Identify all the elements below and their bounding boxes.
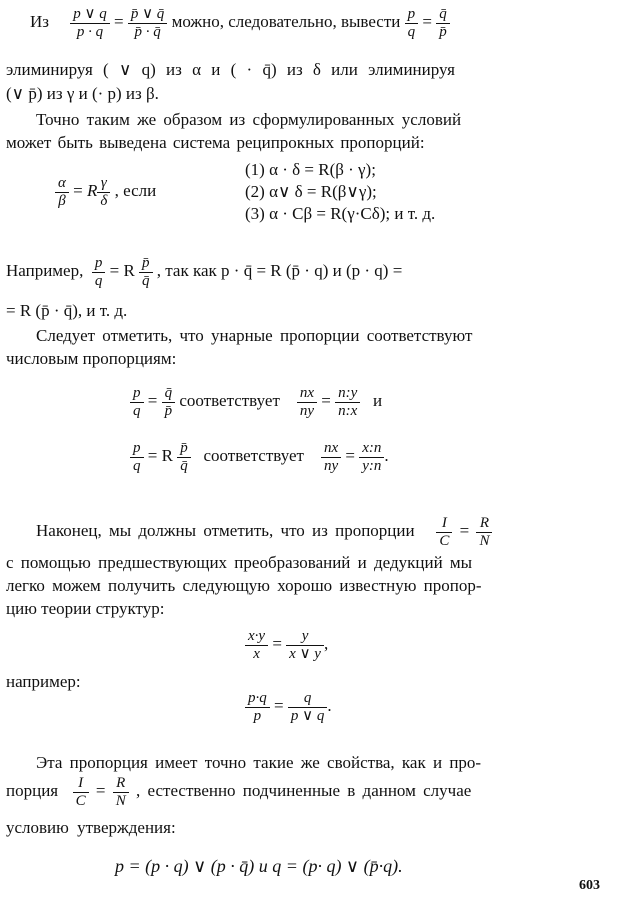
text-corresponds: соответствует	[203, 445, 304, 465]
numerator: y	[286, 628, 324, 646]
text-eq-r: = R	[147, 445, 173, 465]
para1-line1: Точно таким же образом из сформулированных условий	[36, 110, 462, 129]
fraction	[162, 385, 176, 419]
text-naprimer: Например,	[6, 260, 84, 280]
numerator: p	[130, 440, 144, 458]
fraction	[113, 775, 129, 809]
numerator: n:y	[335, 385, 360, 403]
struct-formula-2	[245, 690, 332, 724]
fraction	[70, 6, 109, 40]
equals: =	[113, 11, 124, 31]
numerator: nx	[297, 385, 317, 403]
denominator: ny	[323, 457, 339, 474]
fraction	[245, 628, 268, 662]
fraction	[97, 175, 110, 209]
numerator: p·q	[245, 690, 270, 708]
numerator: q	[288, 690, 327, 708]
fraction	[321, 440, 341, 474]
comma: ,	[323, 633, 329, 653]
numerator: p	[130, 385, 144, 403]
numerator: q̄	[162, 385, 176, 403]
fraction	[286, 628, 324, 662]
denominator: q	[407, 23, 416, 40]
denominator: β	[58, 192, 66, 209]
numerator: I	[436, 515, 452, 533]
denominator: C	[75, 792, 86, 809]
denominator: y:n	[362, 457, 382, 474]
equals: =	[95, 780, 106, 800]
fraction	[476, 515, 492, 549]
para3-line2: с помощью предшествующих преобразований и дедукций мы	[6, 553, 473, 572]
fraction	[297, 385, 317, 419]
numerator: R	[476, 515, 492, 533]
fraction	[335, 385, 360, 419]
example-line2: = R (p̄ · q̄), и т. д.	[6, 301, 128, 320]
period: .	[384, 445, 389, 465]
para3-line4: цию теории структур:	[6, 599, 165, 618]
numerator: p	[92, 255, 106, 273]
text-corresponds: соответствует	[179, 390, 280, 410]
condition-3: (3) α · Cβ = R(γ·Cδ); и т. д.	[245, 204, 436, 223]
denominator: p̄	[164, 402, 173, 419]
equals: =	[274, 695, 284, 715]
numerator: γ	[97, 175, 110, 193]
numerator: R	[113, 775, 129, 793]
text: , естественно подчиненные в данном случае	[136, 780, 472, 800]
denominator: p · q	[76, 23, 104, 40]
fraction	[130, 440, 144, 474]
equals: =	[459, 520, 470, 540]
text-mid: можно, следовательно, вывести	[171, 11, 401, 31]
numerator: p	[405, 6, 419, 24]
denominator: p ∨ q	[290, 707, 325, 724]
equals: =	[345, 445, 355, 465]
fraction	[92, 255, 106, 289]
para3-line3: легко можем получить следующую хорошо известную пропор-	[6, 576, 482, 595]
denominator: p̄ · q̄	[134, 23, 161, 40]
fraction	[288, 690, 327, 724]
numerator: q̄	[436, 6, 450, 24]
line-2: элиминируя ( ∨ q) из α и ( · q̄) из δ или элиминируя	[6, 60, 455, 79]
text-and: и	[373, 390, 383, 410]
para4-line3: условию утверждения:	[6, 818, 176, 837]
para1-line2: может быть выведена система реципрокных пропорций:	[6, 133, 425, 152]
system-lhs: $\frac{\alpha}{\beta}$ = R $\frac{\gamma}{\delta}$ , если	[55, 175, 156, 209]
numerator: I	[73, 775, 89, 793]
numerator: nx	[321, 440, 341, 458]
page-number: 603	[579, 878, 600, 893]
struct-formula-1	[245, 628, 328, 662]
fraction	[405, 6, 419, 40]
line-1	[30, 6, 450, 40]
denominator: q	[94, 272, 103, 289]
denominator: x	[253, 645, 260, 662]
fraction	[130, 385, 144, 419]
text-rest: , так как p · q̄ = R (p̄ · q) и (p · q) =	[156, 260, 403, 280]
denominator: q̄	[180, 457, 188, 474]
correspondence-2	[130, 440, 389, 474]
numerator: x:n	[359, 440, 384, 458]
denominator: p	[253, 707, 262, 724]
denominator: q̄	[142, 272, 150, 289]
denominator: q	[133, 402, 141, 419]
fraction	[436, 6, 450, 40]
text-esli: , если	[114, 180, 157, 200]
naprimer: например:	[6, 672, 81, 691]
denominator: p̄	[439, 23, 447, 40]
r-symbol: R	[86, 180, 98, 200]
fraction	[128, 6, 167, 40]
equals: =	[272, 633, 282, 653]
text-iz: Из	[30, 11, 49, 31]
numerator: p̄	[177, 440, 191, 458]
fraction	[436, 515, 452, 549]
numerator: p̄ ∨ q̄	[128, 6, 167, 24]
para4-line2	[6, 775, 471, 809]
text: Наконец, мы должны отметить, что из пропорции	[36, 520, 415, 540]
denominator: N	[479, 532, 490, 549]
text: порция	[6, 780, 59, 800]
denominator: ny	[299, 402, 315, 419]
numerator: p̄	[139, 255, 153, 273]
fraction	[359, 440, 384, 474]
numerator: p ∨ q	[70, 6, 109, 24]
fraction	[73, 775, 89, 809]
fraction	[177, 440, 191, 474]
fraction	[245, 690, 270, 724]
condition-2: (2) α∨ δ = R(β∨γ);	[245, 182, 377, 201]
denominator: N	[115, 792, 126, 809]
denominator: C	[439, 532, 450, 549]
equals: =	[321, 390, 331, 410]
denominator: δ	[100, 192, 108, 209]
denominator: x ∨ y	[289, 645, 321, 662]
example-line1	[6, 255, 402, 289]
text-eq-r: = R	[109, 260, 135, 280]
equals: =	[147, 390, 158, 410]
denominator: n:x	[338, 402, 358, 419]
denominator: q	[133, 457, 141, 474]
correspondence-1	[130, 385, 382, 419]
line-3: (∨ p̄) из γ и (· p) из β.	[6, 84, 159, 103]
para2-line1: Следует отметить, что унарные пропорции соответствуют	[36, 326, 473, 345]
fraction	[139, 255, 153, 289]
para4-line1: Эта пропорция имеет точно такие же свойства, как и про-	[36, 753, 482, 772]
condition-1: (1) α · δ = R(β · γ);	[245, 160, 376, 179]
para2-line2: числовым пропорциям:	[6, 349, 177, 368]
numerator: α	[55, 175, 69, 193]
numerator: x·y	[245, 628, 268, 646]
period: .	[327, 695, 332, 715]
final-formula: p = (p · q) ∨ (p · q̄) и q = (p· q) ∨ (p̄·q).	[115, 856, 403, 876]
fraction	[55, 175, 69, 209]
equals: =	[422, 11, 432, 31]
para3-line1	[36, 515, 492, 549]
